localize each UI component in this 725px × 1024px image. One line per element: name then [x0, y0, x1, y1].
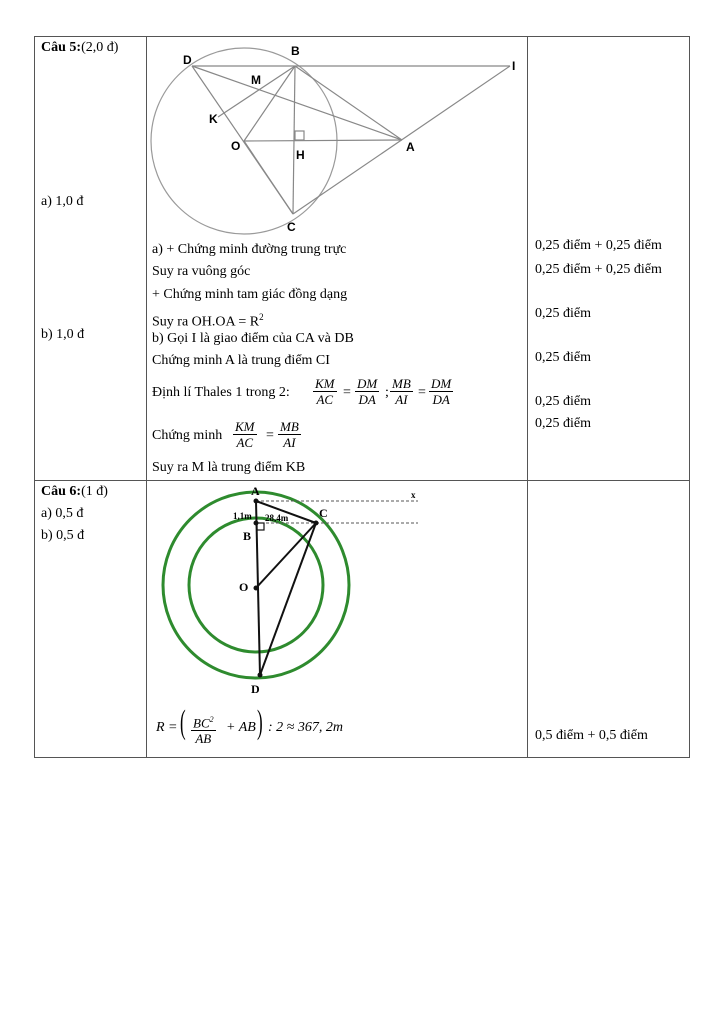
- q5-part-b: b) 1,0 đ: [41, 327, 85, 342]
- q6-geometry-figure: [0, 480, 725, 700]
- thales-frac-3: $\frac{MB}{AI}$: [392, 376, 411, 407]
- q5-score-2: 0,25 điểm + 0,25 điểm: [535, 262, 662, 277]
- q6-formula-plus: + AB: [226, 720, 256, 735]
- q6-line-OC: [256, 523, 316, 588]
- q6-points: (1 đ): [81, 484, 108, 499]
- q5-score-1: 0,25 điểm + 0,25 điểm: [535, 238, 662, 253]
- q5-part-a: a) 1,0 đ: [41, 194, 84, 209]
- q6-score: 0,5 điểm + 0,5 điểm: [535, 728, 648, 743]
- q6-label-bc-length: 28,4m: [265, 513, 289, 523]
- q5-line-3: + Chứng minh tam giác đồng dạng: [152, 287, 348, 302]
- q6-formula-lhs: R =: [156, 720, 178, 735]
- q6-label-A: A: [251, 484, 260, 498]
- q5-superscript: 2: [259, 312, 264, 322]
- q5-line-DA: [192, 66, 402, 140]
- q5-line-9: Suy ra M là trung điểm KB: [152, 460, 306, 475]
- q5-line-5: b) Gọi I là giao điểm của CA và DB: [152, 331, 354, 346]
- proof-frac-2: $\frac{MB}{AI}$: [280, 419, 299, 450]
- proof-frac-1: $\frac{KM}{AC}$: [235, 419, 255, 450]
- q5-score-4: 0,25 điểm: [535, 350, 591, 365]
- q5-line-BA: [295, 66, 402, 140]
- q5-line-OA: [244, 140, 402, 141]
- q6-formula-rest: : 2 ≈ 367, 2m: [268, 720, 343, 735]
- q5-geometry-figure: [0, 0, 725, 240]
- q5-line-7: Định lí Thales 1 trong 2:: [152, 385, 290, 400]
- q5-score-6: 0,25 điểm: [535, 416, 591, 431]
- q5-line-1: a) + Chứng minh đường trung trực: [152, 242, 347, 257]
- q6-left-paren: (: [180, 704, 186, 741]
- q6-label-B: B: [243, 529, 252, 543]
- q5-label-K: K: [209, 112, 218, 126]
- q5-label-M: M: [251, 73, 261, 87]
- q5-points: (2,0 đ): [81, 40, 119, 55]
- q5-line-2: Suy ra vuông góc: [152, 264, 251, 279]
- q5-label-A: A: [406, 140, 415, 154]
- q5-right-angle-mark: [295, 131, 304, 140]
- q6-label-C: C: [319, 506, 328, 520]
- q6-label-x: x: [411, 490, 416, 500]
- q5-label-D: D: [183, 53, 192, 67]
- thales-frac-2: $\frac{DM}{DA}$: [357, 376, 378, 407]
- q5-line-OC: [244, 141, 293, 214]
- q5-label-B: B: [291, 44, 300, 58]
- q5-line-6: Chứng minh A là trung điểm CI: [152, 353, 330, 368]
- q5-label-C: C: [287, 220, 296, 234]
- q5-label-H: H: [296, 148, 305, 162]
- q6-line-CD: [260, 523, 316, 675]
- q5-line-4-text: Suy ra OH.OA = R: [152, 314, 260, 330]
- q6-formula-fraction: $\frac{BC^2}{AB}$: [191, 712, 216, 746]
- q5-line-8: Chứng minh: [152, 428, 223, 443]
- q5-label-I: I: [512, 59, 516, 73]
- thales-eq-2: =: [418, 385, 426, 400]
- thales-frac-4: $\frac{DM}{DA}$: [431, 376, 452, 407]
- q6-right-paren: ): [257, 704, 263, 741]
- thales-separator: ;: [385, 385, 389, 400]
- thales-frac-1: $\frac{KM}{AC}$: [315, 376, 335, 407]
- q6-label-D: D: [251, 682, 260, 696]
- q5-score-5: 0,25 điểm: [535, 394, 591, 409]
- q5-score-3: 0,25 điểm: [535, 306, 591, 321]
- q6-label-ab-length: 1,1m: [233, 511, 252, 521]
- q5-title: Câu 5:: [41, 40, 82, 55]
- thales-eq-1: =: [343, 385, 351, 400]
- proof-eq: =: [266, 428, 274, 443]
- q6-part-b: b) 0,5 đ: [41, 528, 85, 543]
- q6-label-O: O: [239, 580, 249, 594]
- q6-part-a: a) 0,5 đ: [41, 506, 84, 521]
- q6-title: Câu 6:: [41, 484, 82, 499]
- q5-line-4: [152, 309, 264, 331]
- q5-label-O: O: [231, 139, 241, 153]
